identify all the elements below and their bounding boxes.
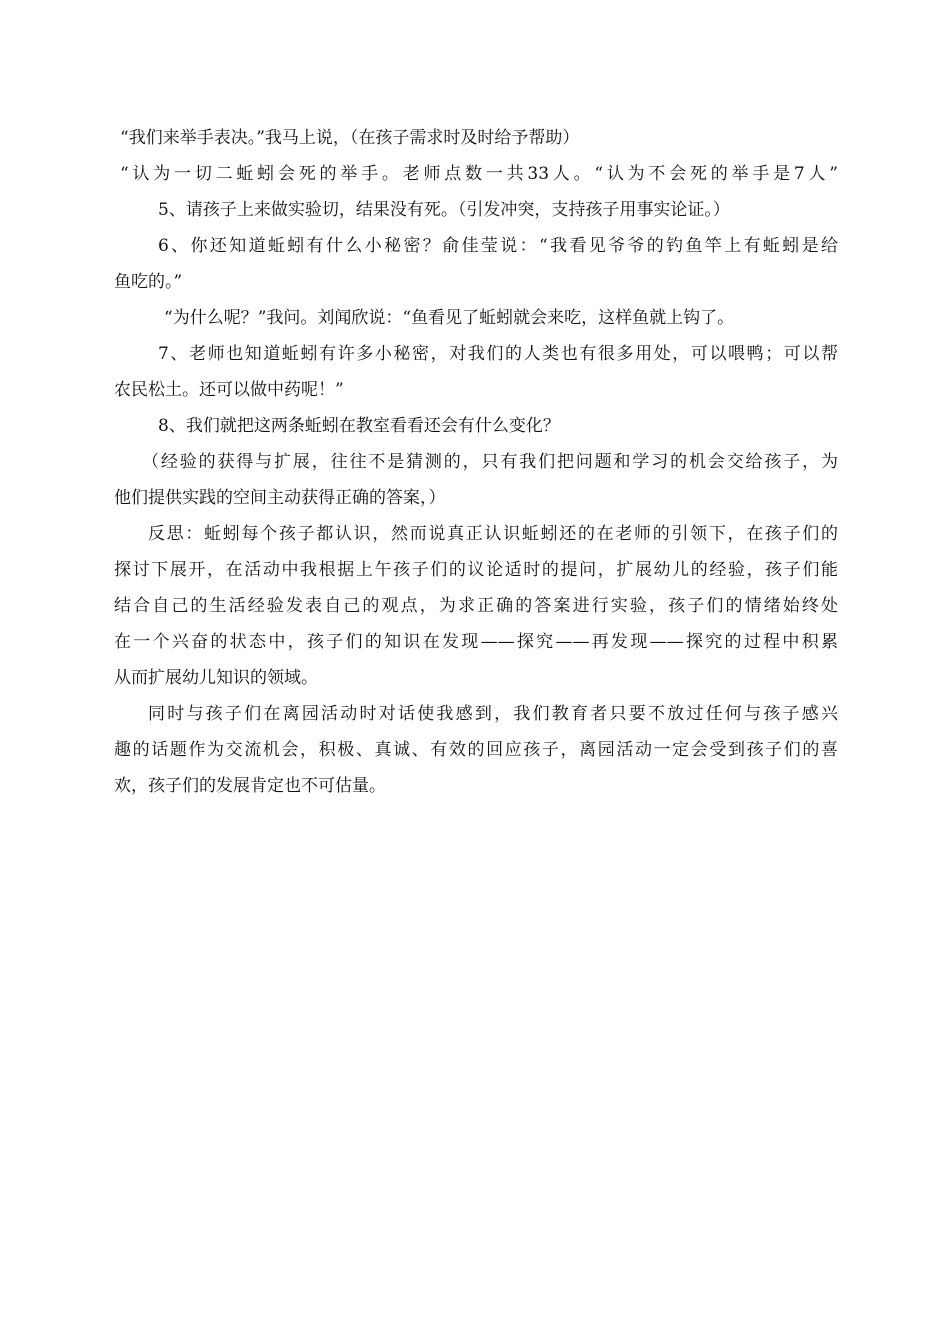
text-line: 他们提供实践的空间主动获得正确的答案，）	[114, 488, 446, 508]
text-line: 探讨下展开，在活动中我根据上午孩子们的议论适时的提问，扩展幼儿的经验，孩子们能	[114, 560, 838, 580]
text-line: 趣的话题作为交流机会，积极、真诚、有效的回应孩子，离园活动一定会受到孩子们的喜	[114, 740, 838, 760]
text-line: 同时与孩子们在离园活动时对话使我感到，我们教育者只要不放过任何与孩子感兴	[148, 704, 838, 724]
text-line: 6、你还知道蚯蚓有什么小秘密？俞佳莹说：“我看见爷爷的钓鱼竿上有蚯蚓是给	[158, 236, 838, 256]
text-line: 农民松土。还可以做中药呢！”	[114, 380, 344, 400]
text-line: 结合自己的生活经验发表自己的观点，为求正确的答案进行实验，孩子们的情绪始终处	[114, 596, 838, 616]
text-line: 从而扩展幼儿知识的领域。	[114, 668, 318, 688]
text-line: “认为一切二蚯蚓会死的举手。老师点数一共33人。“认为不会死的举手是7人”	[120, 164, 838, 184]
text-line: 欢，孩子们的发展肯定也不可估量。	[114, 776, 386, 796]
text-line: 5、请孩子上来做实验切，结果没有死。（引发冲突，支持孩子用事实论证。）	[158, 200, 730, 220]
document-body	[114, 120, 838, 804]
text-line: 在一个兴奋的状态中，孩子们的知识在发现——探究——再发现——探究的过程中积累	[114, 632, 838, 652]
text-line: 7、老师也知道蚯蚓有许多小秘密，对我们的人类也有很多用处，可以喂鸭；可以帮	[158, 344, 838, 364]
text-line: 反思：蚯蚓每个孩子都认识，然而说真正认识蚯蚓还的在老师的引领下，在孩子们的	[148, 524, 838, 544]
text-line: “我们来举手表决。”我马上说，（在孩子需求时及时给予帮助）	[120, 128, 580, 148]
text-line: 8、我们就把这两条蚯蚓在教室看看还会有什么变化？	[158, 416, 560, 436]
text-line: 鱼吃的。”	[114, 272, 183, 292]
text-line: （经验的获得与扩展，往往不是猜测的，只有我们把问题和学习的机会交给孩子，为	[142, 452, 838, 472]
text-line: “为什么呢？”我问。刘闻欣说：“鱼看见了蚯蚓就会来吃，这样鱼就上钩了。	[164, 308, 735, 328]
